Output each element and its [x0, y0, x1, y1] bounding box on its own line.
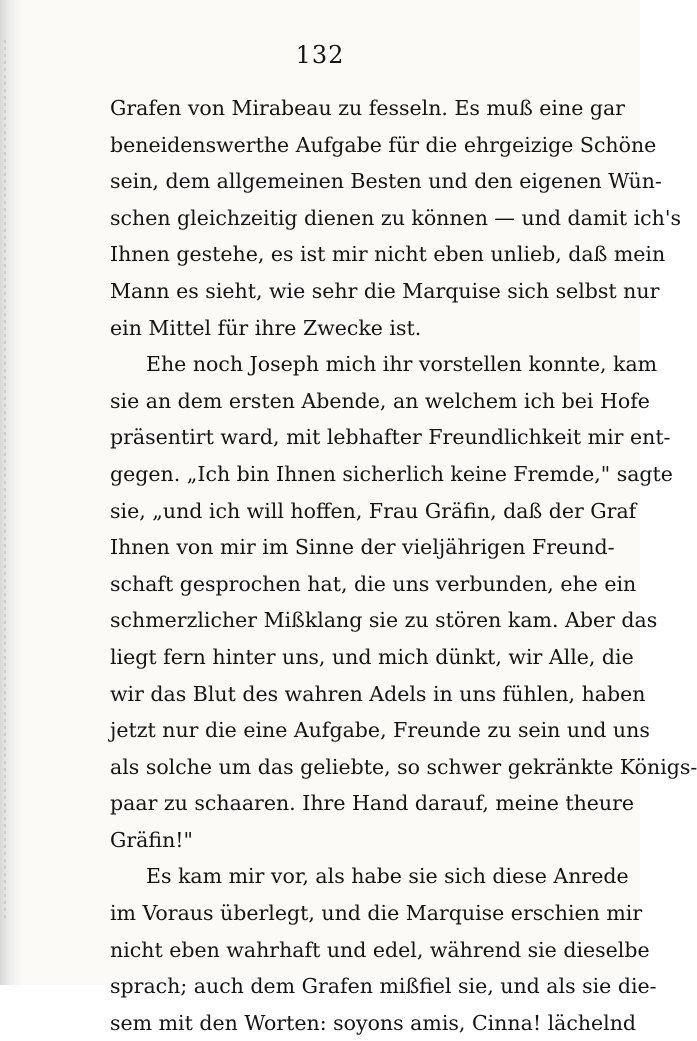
text-line: Mann es sieht, wie sehr die Marquise sich selbst nur — [110, 278, 660, 303]
text-line-paragraph-end: Gräfin!" — [110, 827, 193, 852]
text-line: sem mit den Worten: soyons amis, Cinna! lächelnd — [110, 1010, 637, 1035]
text-line: Ihnen gestehe, es ist mir nicht eben unlieb, daß mein — [110, 242, 666, 267]
text-line: liegt fern hinter uns, und mich dünkt, wir Alle, die — [110, 644, 634, 669]
text-line: Ihnen von mir im Sinne der vieljährigen Freund- — [110, 535, 615, 560]
text-line: präsentirt ward, mit lebhafter Freundlichkeit mir ent- — [110, 425, 671, 450]
text-line: nicht eben wahrhaft und edel, während sie dieselbe — [110, 937, 650, 962]
body-text — [110, 90, 697, 1041]
text-line-paragraph-end: ein Mittel für ihre Zwecke ist. — [110, 315, 422, 340]
page-binding-edge — [0, 0, 22, 985]
text-line: Grafen von Mirabeau zu fesseln. Es muß eine gar — [110, 96, 625, 120]
text-line: sie, „und ich will hoffen, Frau Gräfin, daß der Graf — [110, 498, 637, 523]
text-line: beneidenswerthe Aufgabe für die ehrgeizige Schöne — [110, 132, 657, 157]
text-line: schmerzlicher Mißklang sie zu stören kam. Aber das — [110, 608, 658, 633]
text-line: sie an dem ersten Abende, an welchem ich bei Hofe — [110, 388, 650, 413]
page-number: 132 — [295, 41, 345, 69]
text-line: jetzt nur die eine Aufgabe, Freunde zu sein und uns — [110, 718, 650, 743]
text-line-paragraph-start: Ehe noch Joseph mich ihr vorstellen konnte, kam — [146, 352, 658, 377]
text-line: sprach; auch dem Grafen mißfiel sie, und als sie die- — [110, 974, 657, 999]
text-line: wir das Blut des wahren Adels in uns fühlen, haben — [110, 681, 646, 706]
text-line: im Voraus überlegt, und die Marquise erschien mir — [110, 901, 643, 926]
text-line-paragraph-start: Es kam mir vor, als habe sie sich diese Anrede — [146, 864, 629, 889]
text-line: schen gleichzeitig dienen zu können — und damit ich's — [110, 205, 681, 230]
text-line: paar zu schaaren. Ihre Hand darauf, meine theure — [110, 791, 635, 816]
text-line: schaft gesprochen hat, die uns verbunden, ehe ein — [110, 571, 637, 596]
text-line: als solche um das geliebte, so schwer gekränkte Königs- — [110, 754, 697, 779]
text-line: sein, dem allgemeinen Besten und den eigenen Wün- — [110, 169, 662, 194]
text-line: gegen. „Ich bin Ihnen sicherlich keine Fremde," sagte — [110, 461, 673, 486]
